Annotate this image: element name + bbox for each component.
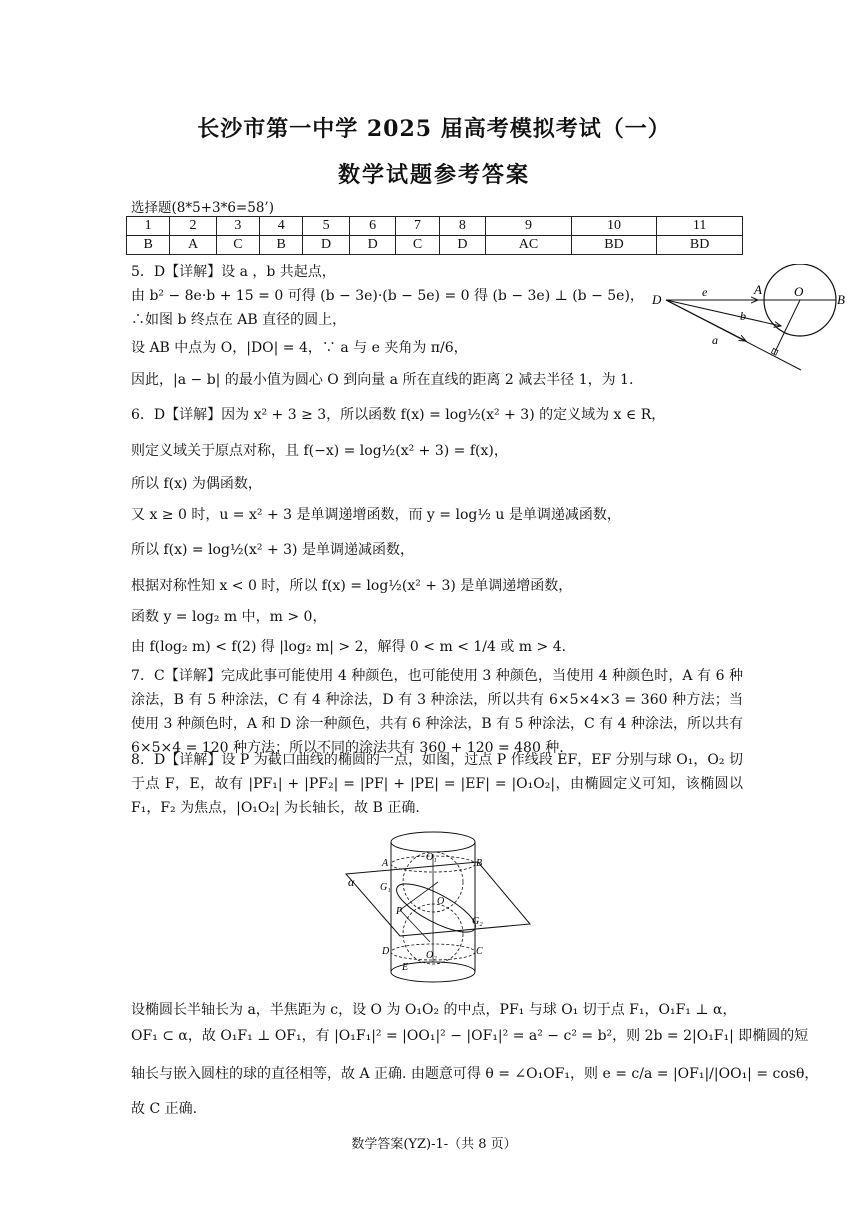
label-G1: G₁ bbox=[380, 882, 391, 893]
label-alpha: α bbox=[348, 875, 355, 889]
answer-cell: BD bbox=[657, 236, 743, 255]
solution-line: 因此，|a − b| 的最小值为圆心 O 到向量 a 所在直线的距离 2 减去半径 1，为 1. bbox=[131, 372, 634, 388]
label-D: D bbox=[652, 292, 662, 307]
solution-line: 函数 y = log₂ m 中，m > 0， bbox=[131, 609, 327, 625]
answer-cell: D bbox=[303, 236, 350, 255]
solution-line: 又 x ≥ 0 时，u = x² + 3 是单调递增函数，而 y = log½ u 是单调递减函数， bbox=[131, 507, 621, 523]
solution-line: 6．D【详解】因为 x² + 3 ≥ 3，所以函数 f(x) = log½(x² + 3) 的定义域为 x ∈ R， bbox=[131, 407, 666, 423]
label-e: e bbox=[702, 285, 708, 299]
label-A: A bbox=[382, 858, 389, 869]
solution-line: 5．D【详解】设 a ，b 共起点， bbox=[131, 264, 336, 280]
solution-line: 根据对称性知 x < 0 时，所以 f(x) = log½(x² + 3) 是单调递增函数， bbox=[131, 578, 573, 594]
question-number: 1 bbox=[127, 217, 170, 236]
label-b: b bbox=[740, 309, 746, 323]
solution-line: 设椭圆长半轴长为 a，半焦距为 c，设 O 为 O₁O₂ 的中点，PF₁ 与球 O₁ 切于点 F₁，O₁F₁ ⊥ α， bbox=[131, 1002, 737, 1018]
vector-circle-diagram bbox=[646, 264, 856, 374]
solution-line: ∴如图 b 终点在 AB 直径的圆上， bbox=[131, 312, 347, 328]
solution-line: 则定义域关于原点对称，且 f(−x) = log½(x² + 3) = f(x)， bbox=[131, 443, 508, 459]
label-D: D bbox=[382, 946, 390, 957]
solution-line: OF₁ ⊂ α，故 O₁F₁ ⊥ OF₁，有 |O₁F₁|² = |OO₁|² − |OF₁|² = a² − c² = b²，则 2b = 2|O₁F₁| 即椭圆的短 bbox=[131, 1028, 809, 1044]
question-number: 7 bbox=[396, 217, 439, 236]
solution-line: 由 b² − 8e·b + 15 = 0 可得 (b − 3e)·(b − 5e) = 0 得 (b − 3e) ⊥ (b − 5e)， bbox=[131, 288, 644, 304]
cylinder-ellipse-diagram bbox=[338, 824, 538, 994]
answer-cell: BD bbox=[571, 236, 657, 255]
label-O1: O₁ bbox=[426, 852, 437, 863]
answer-cell: B bbox=[127, 236, 170, 255]
question-number: 3 bbox=[216, 217, 259, 236]
label-O2: O₂ bbox=[426, 950, 437, 961]
answer-table-number-row bbox=[127, 217, 743, 236]
page-subtitle: 数学试题参考答案 bbox=[337, 162, 530, 188]
answer-cell: C bbox=[216, 236, 259, 255]
label-E: E bbox=[402, 962, 409, 973]
question-number: 4 bbox=[260, 217, 303, 236]
solution-line: 设 AB 中点为 O，|DO| = 4，∵ a 与 e 夹角为 π/6， bbox=[131, 340, 468, 356]
solution-q7: 7．C【详解】完成此事可能使用 4 种颜色，也可能使用 3 种颜色，当使用 4 种颜色时，A 有 6 种涂法，B 有 5 种涂法，C 有 4 种涂法，D 有 3 种涂法，所以共有 6×5×4×3 = 360 种方法；当使用 3 种颜色时，A 和 D 涂一种颜色，共有 6 种涂法，B 有 5 种涂法，C 有 4 种涂法，所以共有 6×5×4 = 120 种方法；所以不同的涂法共有 360 + 120 = 480 种. bbox=[131, 668, 743, 756]
label-C: C bbox=[476, 946, 483, 957]
answer-cell: A bbox=[170, 236, 217, 255]
choice-caption: 选择题(8*5+3*6=58’) bbox=[131, 200, 274, 216]
answer-table bbox=[126, 216, 743, 255]
question-number: 9 bbox=[486, 217, 572, 236]
label-B: B bbox=[476, 858, 483, 869]
page-title: 长沙市第一中学 2025 届高考模拟考试（一） bbox=[197, 116, 671, 142]
label-G2: G₂ bbox=[472, 916, 483, 927]
answer-table-answer-row bbox=[127, 236, 743, 255]
label-O: O bbox=[794, 284, 804, 299]
solution-line: 由 f(log₂ m) < f(2) 得 |log₂ m| > 2，解得 0 < m < 1/4 或 m > 4. bbox=[131, 639, 567, 655]
question-number: 8 bbox=[439, 217, 486, 236]
label-A: A bbox=[754, 282, 762, 297]
question-number: 5 bbox=[303, 217, 350, 236]
label-P: P bbox=[396, 906, 403, 917]
section-ellipse bbox=[391, 875, 482, 941]
question-number: 2 bbox=[170, 217, 217, 236]
solution-q8: 8．D【详解】设 P 为截口曲线的椭圆的一点，如图，过点 P 作线段 EF，EF 分别与球 O₁，O₂ 切于点 F，E，故有 |PF₁| + |PF₂| = |PF| + |PE| = |EF| = |O₁O₂|，由椭圆定义可知，该椭圆以 F₁，F₂ 为焦点，|O₁O₂| 为长轴长，故 B 正确. bbox=[131, 752, 743, 816]
answer-cell: D bbox=[439, 236, 486, 255]
question-number: 11 bbox=[657, 217, 743, 236]
label-O: O bbox=[437, 896, 445, 907]
solution-line: 故 C 正确. bbox=[131, 1101, 198, 1117]
question-number: 6 bbox=[349, 217, 396, 236]
label-B: B bbox=[837, 292, 845, 307]
cylinder-top bbox=[391, 832, 475, 852]
label-a: a bbox=[712, 333, 718, 347]
question-number: 10 bbox=[571, 217, 657, 236]
page-footer: 数学答案(YZ)-1-（共 8 页） bbox=[351, 1137, 517, 1152]
answer-cell: AC bbox=[486, 236, 572, 255]
vector-a bbox=[666, 300, 746, 341]
answer-cell: C bbox=[396, 236, 439, 255]
solution-line: 轴长与嵌入圆柱的球的直径相等，故 A 正确. 由题意可得 θ = ∠O₁OF₁，则 e = c/a = |OF₁|/|OO₁| = cosθ， bbox=[131, 1066, 819, 1082]
answer-cell: D bbox=[349, 236, 396, 255]
perpendicular-line bbox=[774, 300, 800, 354]
answer-cell: B bbox=[260, 236, 303, 255]
solution-line: 所以 f(x) = log½(x² + 3) 是单调递减函数， bbox=[131, 542, 414, 558]
solution-line: 所以 f(x) 为偶函数， bbox=[131, 476, 262, 492]
